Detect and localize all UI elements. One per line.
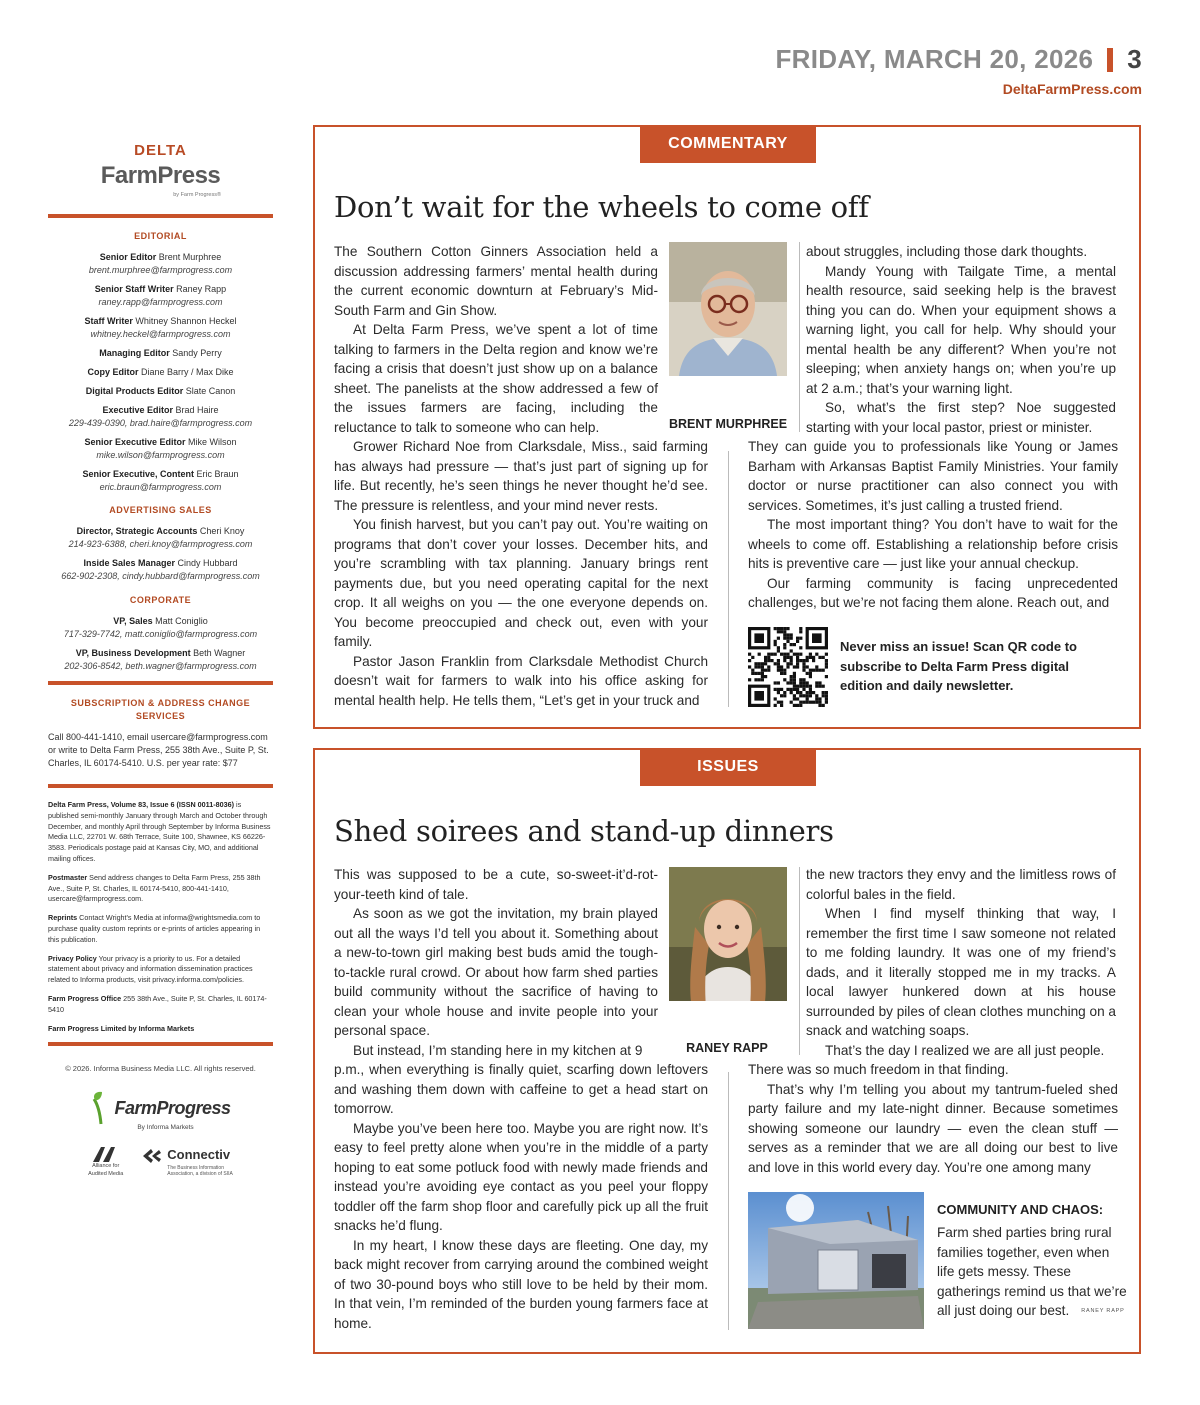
- aam-line2: Audited Media: [88, 1170, 124, 1177]
- staff-role: Director, Strategic Accounts: [76, 526, 198, 537]
- article-paragraph: They can guide you to professionals like Young or James Barham with Arkansas Baptist Family Ministries. Your family doctor or nurse practitioner can also connect you with services. Sometimes, it’s just calling a trusted friend.: [748, 439, 1118, 513]
- section-tag-issues: ISSUES: [640, 748, 816, 786]
- staff-entry: [48, 615, 273, 641]
- byline-brent-murphree: BRENT MURPHREE: [668, 417, 788, 431]
- issue-date: FRIDAY, MARCH 20, 2026: [775, 44, 1094, 74]
- staff-name: Matt Coniglio: [152, 615, 208, 626]
- article-paragraph: p.m., when everything is finally quiet, scarfing down leftovers and washing them down with caffeine to get a head start on tomorrow.: [334, 1062, 708, 1116]
- fine-print-item: [48, 873, 273, 905]
- masthead-sidebar: [48, 140, 273, 1179]
- article-paragraph: You finish harvest, but you can’t pay out. You’re waiting on programs that don’t cover your losses. December hits, and you’re scrambling with tax planning. January brings rent payments due, but you need operating capital for the next crop. It all weighs on you — the one everyone depends on. You become preoccupied and check out, even with your family.: [334, 517, 708, 649]
- column-divider: [728, 1072, 729, 1330]
- farm-progress-wordmark: FarmProgress: [114, 1098, 231, 1119]
- advertising-staff-list: [48, 525, 273, 583]
- commentary-col2-top: [806, 242, 1116, 437]
- staff-contact[interactable]: 662-902-2308, cindy.hubbard@farmprogress.com: [61, 571, 260, 582]
- caption-title: COMMUNITY AND CHAOS:: [937, 1202, 1104, 1217]
- staff-contact[interactable]: 229-439-0390, brad.haire@farmprogress.com: [68, 418, 253, 429]
- qr-subscribe-text: Never miss an issue! Scan QR code to subscribe to Delta Farm Press digital edition and daily newsletter.: [840, 639, 1077, 693]
- staff-entry: [48, 525, 273, 551]
- divider: [48, 214, 273, 218]
- staff-contact[interactable]: brent.murphree@farmprogress.com: [88, 264, 233, 275]
- staff-role: Executive Editor: [102, 404, 173, 415]
- issues-col1-bottom: [334, 1060, 708, 1333]
- article-paragraph: Pastor Jason Franklin from Clarksdale Methodist Church doesn’t wait for farmers to walk into his office asking for mental health help. He tells them, “Let’s get in your truck and: [334, 653, 708, 708]
- staff-role: Digital Products Editor: [85, 385, 184, 396]
- article-paragraph: Our farming community is facing unprecedented challenges, but we’re not facing them alone. Reach out, and: [748, 575, 1118, 610]
- fine-print-text: is published semi-monthly January through March and October through December, and monthly April through September by Informa Business Media LLC, 22701 W. 68th Terrace, Suite 100, Shawnee, KS 66226-3583. Periodicals postage paid at Kansas City, MO, and additional mailing offices.: [48, 799, 271, 863]
- staff-entry: [48, 468, 273, 494]
- fine-print-label: Farm Progress Office: [48, 993, 122, 1003]
- corporate-staff-list: [48, 615, 273, 673]
- staff-contact[interactable]: 202-306-8542, beth.wagner@farmprogress.com: [64, 660, 257, 671]
- advertising-heading: ADVERTISING SALES: [109, 505, 212, 516]
- fine-print-label: Farm Progress Limited by Informa Markets: [48, 1023, 195, 1033]
- staff-entry: [48, 404, 273, 430]
- staff-name: Cindy Hubbard: [175, 558, 238, 569]
- section-tag-commentary: COMMENTARY: [640, 125, 816, 163]
- staff-role: Inside Sales Manager: [83, 558, 175, 569]
- article-paragraph: At Delta Farm Press, we’ve spent a lot of time talking to farmers in the Delta region and know we’re facing a crisis that doesn’t just show up on a balance sheet. The panelists at the show addressed a few of the issues farmers are facing, including the reluctance to talk to someone who can help.: [334, 322, 658, 435]
- staff-contact[interactable]: eric.braun@farmprogress.com: [99, 482, 222, 493]
- editorial-heading: EDITORIAL: [134, 230, 187, 241]
- association-logos: [48, 1145, 273, 1179]
- farm-shed-photo: [748, 1192, 924, 1329]
- delta-farmpress-logo: [48, 140, 273, 200]
- article-paragraph: That’s the day I realized we are all just people.: [825, 1042, 1105, 1058]
- aam-icon: [91, 1145, 121, 1163]
- issues-article: [313, 748, 1141, 1354]
- staff-contact[interactable]: 717-329-7742, matt.coniglio@farmprogress.com: [63, 628, 258, 639]
- staff-name: Cheri Knoy: [197, 526, 245, 537]
- fine-print-item: [48, 913, 273, 945]
- fine-print-item: [48, 800, 273, 865]
- staff-entry: [48, 366, 273, 379]
- staff-role: VP, Business Development: [75, 647, 191, 658]
- subscription-text: Call 800-441-1410, email usercare@farmprogress.com or write to Delta Farm Press, 255 38th Ave., Suite P, St. Charles, IL 60174-5410. U.S. per year rate: $77: [48, 731, 269, 768]
- byline-raney-rapp: RANEY RAPP: [686, 1041, 768, 1055]
- logo-farmpress-text: FarmPress: [100, 161, 221, 189]
- site-link[interactable]: DeltaFarmPress.com: [1002, 81, 1142, 97]
- connectiv-logo: [141, 1146, 233, 1177]
- copyright: © 2026. Informa Business Media LLC. All rights reserved.: [65, 1064, 256, 1074]
- commentary-col2-bottom: [748, 437, 1118, 613]
- staff-role: Senior Editor: [99, 251, 157, 262]
- qr-code[interactable]: [748, 627, 828, 707]
- leaf-icon: [90, 1091, 112, 1125]
- article-paragraph: Grower Richard Noe from Clarksdale, Miss., said farming has always had pressure — that’s just part of signing up for life. But recently, he’s seen things he never thought he’d see. The pressure is relentless, and your mind never rests.: [334, 439, 708, 513]
- staff-entry: [48, 347, 273, 360]
- column-divider: [728, 451, 729, 707]
- staff-role: Senior Executive, Content: [82, 469, 194, 480]
- column-divider: [799, 867, 800, 1055]
- staff-contact[interactable]: whitney.heckel@farmprogress.com: [90, 328, 231, 339]
- author-photo-raney-rapp: [669, 867, 787, 1001]
- commentary-col1-bottom: [334, 437, 708, 710]
- article-paragraph: about struggles, including those dark thoughts.: [806, 244, 1088, 259]
- divider: [48, 1042, 273, 1046]
- fine-print-label: Privacy Policy: [48, 953, 97, 963]
- header-divider: [1107, 48, 1113, 72]
- staff-entry: [48, 283, 273, 309]
- fine-print: [48, 800, 273, 1034]
- connectiv-icon: [141, 1147, 163, 1165]
- photo-caption: [937, 1223, 1127, 1321]
- connectiv-sub1: The Business Information: [167, 1165, 224, 1171]
- article-paragraph: the new tractors they envy and the limitless rows of colorful bales in the field.: [806, 867, 1116, 902]
- staff-role: Staff Writer: [84, 315, 133, 326]
- issues-col2-bottom: [748, 1060, 1118, 1177]
- staff-contact[interactable]: mike.wilson@farmprogress.com: [96, 450, 225, 461]
- article-paragraph: So, what’s the first step? Noe suggested starting with your local pastor, priest or minister.: [806, 400, 1116, 435]
- aam-line1: Alliance for: [92, 1162, 120, 1169]
- logo-byline: by Farm Progress®: [173, 191, 221, 198]
- article-paragraph: The Southern Cotton Ginners Association held a discussion addressing farmers’ mental health during the current economic downturn at February’s Mid-South Farm and Gin Show.: [334, 244, 658, 318]
- fine-print-text: Send address changes to Delta Farm Press, 255 38th Ave., Suite P, St. Charles, IL 60174-5410, 800-441-1410, usercare@farmprogress.com.: [48, 872, 261, 904]
- editorial-staff-list: [48, 251, 273, 495]
- aam-logo: [88, 1145, 123, 1179]
- staff-entry: [48, 385, 273, 398]
- header-date-row: [775, 44, 1142, 75]
- issues-headline: Shed soirees and stand-up dinners: [334, 814, 834, 848]
- staff-role: VP, Sales: [113, 615, 153, 626]
- farm-progress-sub: By Informa Markets: [137, 1124, 194, 1132]
- staff-name: Whitney Shannon Heckel: [132, 315, 237, 326]
- staff-name: Slate Canon: [183, 385, 236, 396]
- corporate-heading: CORPORATE: [129, 594, 192, 605]
- staff-name: Diane Barry / Max Dike: [138, 366, 234, 377]
- staff-entry: [48, 647, 273, 673]
- column-divider: [799, 242, 800, 432]
- commentary-headline: Don’t wait for the wheels to come off: [334, 190, 869, 224]
- caption-text: Farm shed parties bring rural families together, even when life gets messy. These gatherings remind us that we’re all just doing our best.: [937, 1225, 1127, 1318]
- connectiv-sub2: Association, a division of SIIA: [167, 1171, 233, 1177]
- article-paragraph: That’s why I’m telling you about my tantrum-fueled shed party failure and my late-night dinner. Because sometimes showing someone our laundry — even the clean stuff — serves as a reminder that we are all doing our best to live and love in this world every day. You’re one among many: [748, 1081, 1118, 1175]
- article-paragraph: There was so much freedom in that finding.: [748, 1062, 1009, 1077]
- article-paragraph: But instead, I’m standing here in my kitchen at 9: [353, 1042, 643, 1058]
- fine-print-label: Postmaster: [48, 872, 88, 882]
- staff-name: Brent Murphree: [156, 251, 222, 262]
- commentary-article: [313, 125, 1141, 729]
- staff-entry: [48, 251, 273, 277]
- logo-delta-text: DELTA: [134, 142, 187, 159]
- article-paragraph: In my heart, I know these days are fleeting. One day, my back might recover from carrying around the combined weight of two 30-pound boys who still love to be held by their mom. In that vein, I’m reminded of the burden young farmers face at home.: [334, 1237, 708, 1331]
- connectiv-wordmark: Connectiv: [167, 1147, 231, 1163]
- photo-credit: RANEY RAPP: [1081, 1307, 1125, 1314]
- staff-entry: [48, 557, 273, 583]
- fine-print-text: Your privacy is a priority to us. For a detailed statement about privacy and information dissemination practices related to Informa products, visit privacy.informa.com/policies.: [48, 953, 253, 985]
- staff-role: Senior Executive Editor: [84, 437, 186, 448]
- fine-print-item: [48, 994, 273, 1016]
- article-paragraph: Maybe you’ve been here too. Maybe you are right now. It’s easy to feel pretty alone when you’re in the middle of a party hoping to eat some potluck food with newly made friends and instead you’re avoiding eye contact as you peel your floppy toddler off the farm shop floor and carefully pick up all the fruit snacks he’d flung.: [334, 1120, 708, 1233]
- fine-print-label: Reprints: [48, 913, 78, 923]
- fine-print-text: Contact Wright's Media at informa@wrightsmedia.com to purchase quality custom reprints or e-prints of articles appearing in this publication.: [48, 913, 261, 944]
- fine-print-item: [48, 954, 273, 986]
- staff-role: Senior Staff Writer: [94, 283, 174, 294]
- fine-print-text: 255 38th Ave., Suite P, St. Charles, IL 60174-5410: [48, 993, 267, 1014]
- staff-name: Raney Rapp: [173, 283, 227, 294]
- article-paragraph: Mandy Young with Tailgate Time, a mental health resource, said seeking help is the bravest thing you can do. When your equipment shows a warning light, you call for help. Why should your mental health be any different? When you’re not sleeping; when anxiety hangs on; when you’re up at 2 a.m.; that’s your warning light.: [806, 263, 1116, 396]
- staff-name: Beth Wagner: [190, 647, 246, 658]
- divider: [48, 784, 273, 788]
- fine-print-item: [48, 1024, 273, 1035]
- staff-contact[interactable]: raney.rapp@farmprogress.com: [98, 296, 223, 307]
- fine-print-label: Delta Farm Press, Volume 83, Issue 6 (ISSN 0011-8036): [48, 799, 235, 809]
- staff-contact[interactable]: 214-923-6388, cheri.knoy@farmprogress.com: [68, 539, 253, 550]
- staff-role: Managing Editor: [99, 347, 170, 358]
- staff-role: Copy Editor: [87, 366, 139, 377]
- staff-entry: [48, 436, 273, 462]
- staff-name: Eric Braun: [194, 469, 239, 480]
- page-number: 3: [1127, 44, 1142, 74]
- divider: [48, 681, 273, 685]
- article-paragraph: As soon as we got the invitation, my brain played out all the ways I’d tell you about it. Something about a new-to-town girl making best buds amid the tough-to-tackle rural crowd. Or about how farm shed parties build community without the sacrifice of having to clean your whole house and invite people into your personal space.: [334, 906, 658, 1038]
- issues-col2-top: [806, 865, 1116, 1060]
- page-header: [775, 44, 1142, 97]
- staff-entry: [48, 315, 273, 341]
- farm-progress-logo: [48, 1091, 273, 1125]
- article-paragraph: The most important thing? You don’t have to wait for the wheels to come off. Establishing a relationship before crisis hits is preventive care — just like your annual checkup.: [748, 517, 1118, 571]
- author-photo-brent-murphree: [669, 242, 787, 376]
- article-paragraph: When I find myself thinking that way, I remember the first time I saw someone not related to me folding laundry. It was one of my friend’s dads, and it literally stopped me in my tracks. A local lawyer hunkered down at his house surrounded by piles of clean clothes munching on a snack and watching soaps.: [806, 906, 1116, 1038]
- staff-name: Sandy Perry: [169, 347, 222, 358]
- article-paragraph: This was supposed to be a cute, so-sweet-it’d-rot-your-teeth kind of tale.: [334, 867, 658, 902]
- staff-name: Brad Haire: [173, 404, 219, 415]
- issues-col1-top: [334, 865, 658, 1060]
- subscription-heading: SUBSCRIPTION & ADDRESS CHANGE SERVICES: [70, 697, 251, 721]
- staff-name: Mike Wilson: [185, 437, 237, 448]
- commentary-col1-top: [334, 242, 658, 437]
